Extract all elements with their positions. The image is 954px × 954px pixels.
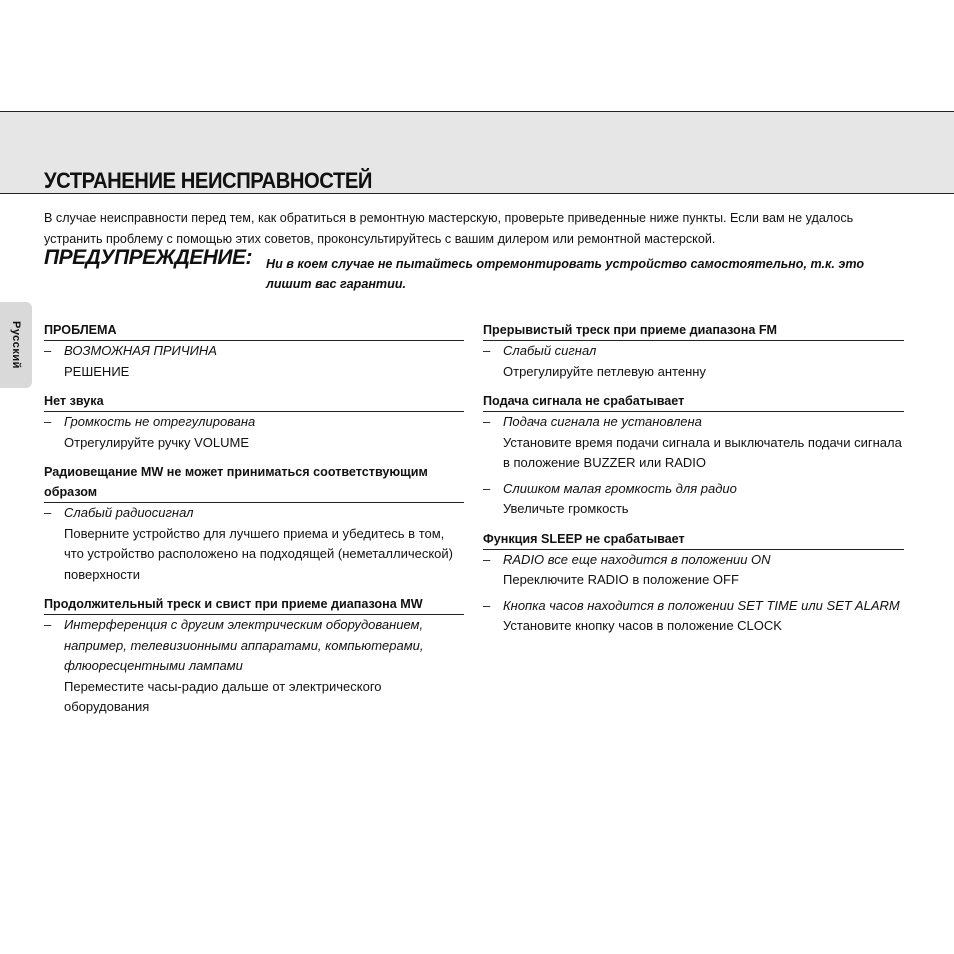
dash-mark: – [483, 597, 491, 613]
left-column [44, 320, 464, 727]
cause-item [483, 596, 904, 637]
cause-text: RADIO все еще находится в положении ON [503, 551, 771, 567]
problem-heading: Подача сигнала не срабатывает [483, 391, 904, 412]
warning-text: Ни в коем случае не пытайтесь отремонтировать устройство самостоятельно, т.к. это лишит вас гарантии. [266, 257, 865, 291]
dash-mark: – [483, 480, 491, 496]
legend [44, 320, 464, 382]
cause-item [483, 550, 904, 591]
solution-text: Установите время подачи сигнала и выключатель подачи сигнала в положение BUZZER или RADIO [503, 434, 902, 470]
problem-heading: Нет звука [44, 391, 464, 412]
language-tab-label: Русский [10, 321, 22, 369]
cause-text: Слабый радиосигнал [64, 505, 194, 520]
dash-mark: – [44, 343, 52, 358]
problem-section [44, 462, 464, 585]
solution-text: Увеличьте громкость [503, 501, 629, 516]
cause-text: Интерференция с другим электрическим оборудованием, например, телевизионными аппаратами, компьютерами, флюоресцентными лампами [64, 617, 424, 673]
solution-text: Переместите часы-радио дальше от электрического оборудования [64, 678, 382, 714]
legend-cause: ВОЗМОЖНАЯ ПРИЧИНА [64, 343, 217, 358]
cause-text: Громкость не отрегулирована [64, 414, 256, 429]
dash-mark: – [44, 505, 52, 520]
cause-item [44, 615, 464, 718]
problem-section [44, 391, 464, 453]
cause-item [44, 412, 464, 453]
solution-text: Отрегулируйте ручку VOLUME [64, 434, 250, 450]
cause-text: Подача сигнала не установлена [503, 414, 702, 429]
intro-paragraph: В случае неисправности перед тем, как обратиться в ремонтную мастерскую, проверьте приведенные ниже пункты. Если вам не удалось устранить проблему с помощью этих советов, проконсультируйтесь с вашим дилером или ремонтной мастерской. [44, 211, 854, 246]
problem-section [44, 594, 464, 718]
dash-mark: – [483, 414, 491, 429]
cause-item [44, 503, 464, 585]
dash-mark: – [44, 617, 52, 632]
legend-item [44, 341, 464, 382]
cause-text: Слабый сигнал [503, 343, 597, 358]
problem-heading: Прерывистый треск при приеме диапазона FM [483, 320, 904, 341]
language-tab [0, 302, 32, 388]
problem-section [483, 529, 904, 637]
problem-section [483, 320, 904, 382]
warning-label: ПРЕДУПРЕЖДЕНИЕ: [44, 246, 253, 269]
problem-heading: Функция SLEEP не срабатывает [483, 529, 904, 550]
problem-heading: Продолжительный треск и свист при приеме диапазона MW [44, 594, 464, 615]
problem-heading: Радиовещание MW не может приниматься соответствующим образом [44, 462, 464, 503]
dash-mark: – [483, 551, 491, 567]
page-title: УСТРАНЕНИЕ НЕИСПРАВНОСТЕЙ [44, 168, 372, 193]
legend-solution: РЕШЕНИЕ [64, 363, 130, 379]
cause-text: Кнопка часов находится в положении SET TIME или SET ALARM [503, 597, 900, 613]
legend-problem: ПРОБЛЕМА [44, 320, 464, 341]
solution-text: Отрегулируйте петлевую антенну [503, 363, 706, 379]
cause-item [483, 412, 904, 474]
cause-item [483, 341, 904, 382]
right-column [483, 320, 904, 646]
solution-text: Установите кнопку часов в положение CLOCK [503, 618, 782, 633]
problem-section [483, 391, 904, 520]
solution-text: Поверните устройство для лучшего приема и убедитесь в том, что устройство расположено на подходящей (неметаллической) поверхности [64, 525, 453, 582]
cause-item [483, 479, 904, 520]
cause-text: Слишком малая громкость для радио [503, 480, 737, 496]
dash-mark: – [483, 343, 491, 358]
solution-text: Переключите RADIO в положение OFF [503, 572, 739, 587]
dash-mark: – [44, 414, 52, 429]
